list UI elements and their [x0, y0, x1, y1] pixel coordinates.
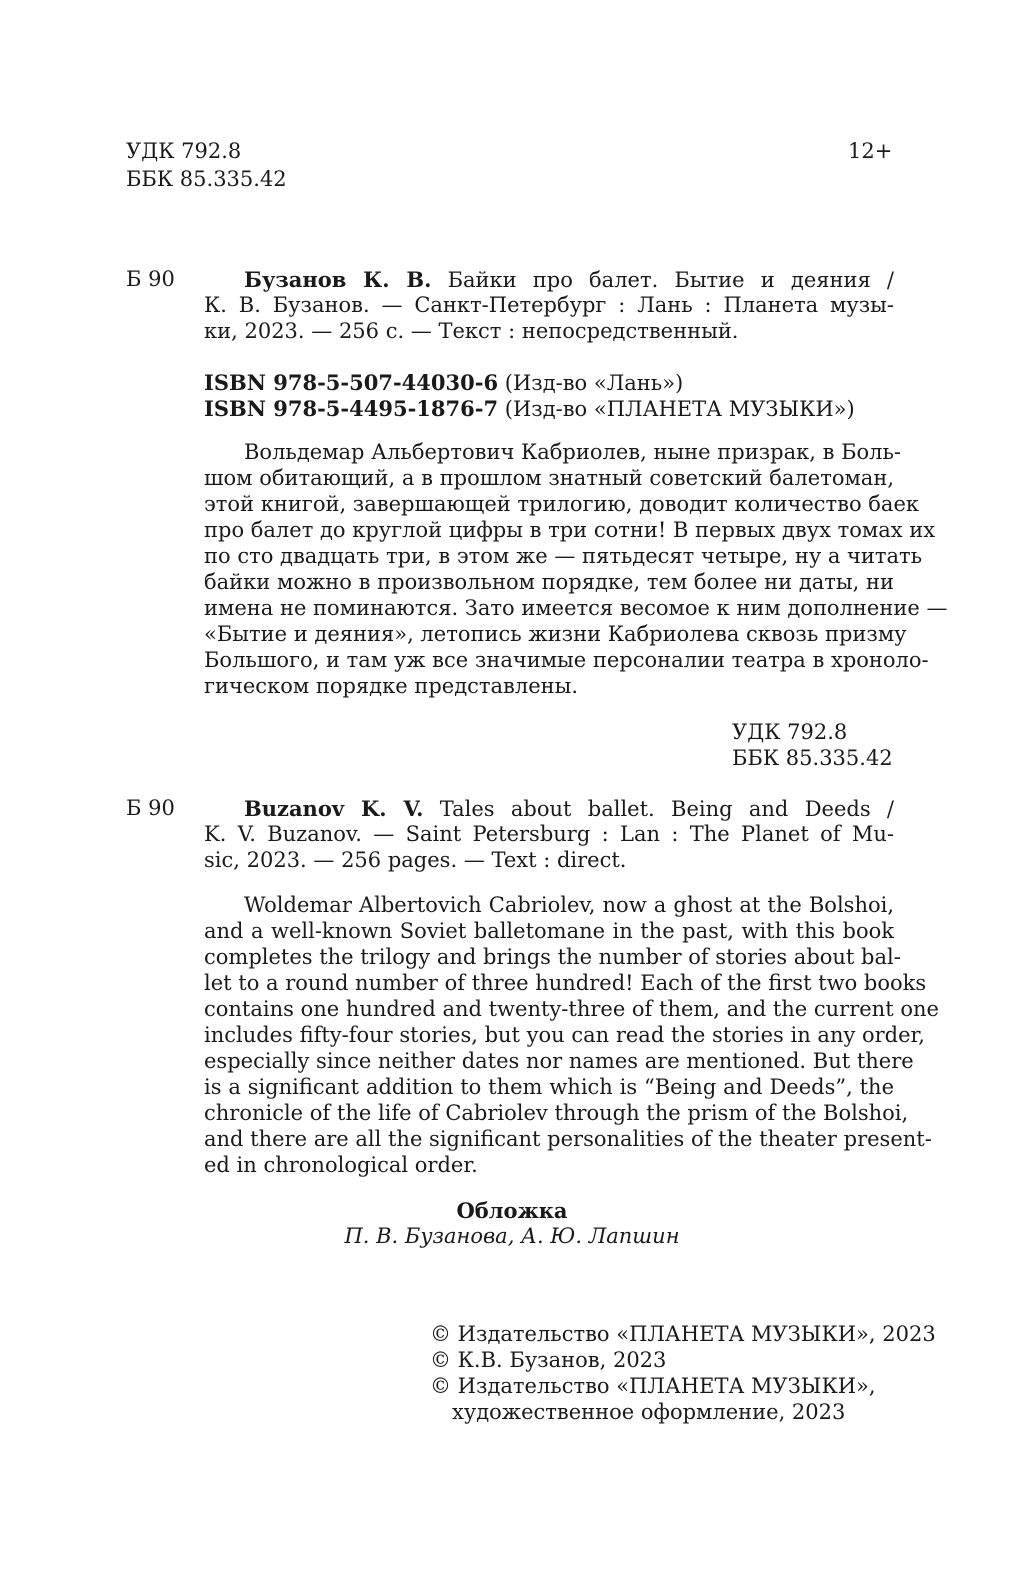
copyright-line: © Издательство «ПЛАНЕТА МУЗЫКИ», 2023	[430, 1322, 936, 1346]
cover-label	[0, 1198, 1024, 1223]
en-entry-line-3: sic, 2023. — 256 pages. — Text : direct.	[204, 848, 627, 872]
ru-annotation-line: шом обитающий, а в прошлом знатный советский балетоман,	[204, 466, 894, 490]
en-annotation-line: and a well-known Soviet balletomane in the past, with this book	[204, 919, 894, 943]
en-annotation-line: Woldemar Albertovich Cabriolev, now a ghost at the Bolshoi,	[244, 893, 894, 917]
udk-code: УДК 792.8	[126, 139, 242, 163]
isbn-publisher: (Изд-во «ПЛАНЕТА МУЗЫКИ»)	[504, 397, 855, 421]
cover-label-text: Обложка	[456, 1198, 568, 1223]
ru-annotation-line: гическом порядке представлены.	[204, 674, 579, 698]
ru-annotation-line: байки можно в произвольном порядке, тем более ни даты, ни	[204, 570, 894, 594]
ru-annotation-line: Большого, и там уж все значимые персоналии театра в хроноло-	[204, 648, 929, 672]
ru-annotation-line: имена не поминаются. Зато имеется весомое к ним дополнение —	[204, 596, 948, 620]
en-entry-author: Buzanov K. V.	[244, 796, 424, 821]
en-entry-line-1	[244, 796, 894, 821]
udk-code: УДК 792.8	[732, 720, 848, 744]
en-annotation-line: let to a round number of three hundred! Each of the first two books	[204, 971, 927, 995]
ru-annotation-line: по сто двадцать три, в этом же — пятьдесят четыре, ну а читать	[204, 544, 923, 568]
en-entry-line-2: K. V. Buzanov. — Saint Petersburg : Lan : The Planet of Mu-	[204, 822, 894, 846]
isbn-publisher: (Изд-во «Лань»)	[504, 371, 684, 395]
isbn-number: ISBN 978-5-4495-1876-7	[204, 396, 499, 421]
en-annotation-line: chronicle of the life of Cabriolev through the prism of the Bolshoi,	[204, 1101, 909, 1125]
isbn-line-1	[204, 370, 683, 395]
ru-entry-line-2: К. В. Бузанов. — Санкт-Петербург : Лань : Планета музы-	[204, 293, 894, 317]
bbk-code: ББК 85.335.42	[126, 167, 287, 191]
en-annotation-line: completes the trilogy and brings the number of stories about bal-	[204, 945, 901, 969]
isbn-number: ISBN 978-5-507-44030-6	[204, 370, 499, 395]
ru-entry-title: Байки про балет. Бытие и деяния /	[447, 268, 894, 292]
ru-annotation-line: «Бытие и деяния», летопись жизни Кабриолева сквозь призму	[204, 622, 907, 646]
en-annotation-line: contains one hundred and twenty-three of them, and the current one	[204, 997, 939, 1021]
cover-authors	[0, 1224, 1024, 1248]
en-entry-title: Tales about ballet. Being and Deeds /	[439, 797, 894, 821]
age-rating: 12+	[848, 139, 893, 163]
en-annotation-line: and there are all the significant personalities of the theater present-	[204, 1127, 932, 1151]
ru-entry-line-1	[244, 267, 894, 292]
en-annotation-line: includes fifty-four stories, but you can read the stories in any order,	[204, 1023, 925, 1047]
en-annotation-line: is a significant addition to them which is “Being and Deeds”, the	[204, 1075, 894, 1099]
isbn-line-2	[204, 396, 855, 421]
copyright-line: художественное оформление, 2023	[452, 1400, 846, 1424]
copyright-line: © Издательство «ПЛАНЕТА МУЗЫКИ»,	[430, 1374, 876, 1398]
en-entry-index: Б 90	[126, 796, 175, 820]
copyright-line: © К.В. Бузанов, 2023	[430, 1348, 667, 1372]
cover-authors-text: П. В. Бузанова, А. Ю. Лапшин	[344, 1224, 680, 1248]
ru-entry-author: Бузанов К. В.	[244, 267, 432, 292]
bbk-code: ББК 85.335.42	[732, 746, 893, 770]
en-annotation-line: especially since neither dates nor names are mentioned. But there	[204, 1049, 914, 1073]
ru-entry-line-3: ки, 2023. — 256 с. — Текст : непосредственный.	[204, 319, 739, 343]
ru-annotation-line: Вольдемар Альбертович Кабриолев, ныне призрак, в Боль-	[244, 440, 902, 464]
ru-entry-index: Б 90	[126, 267, 175, 291]
ru-annotation-line: этой книгой, завершающей трилогию, доводит количество баек	[204, 492, 920, 516]
en-annotation-line: ed in chronological order.	[204, 1153, 478, 1177]
ru-annotation-line: про балет до круглой цифры в три сотни! В первых двух томах их	[204, 518, 936, 542]
